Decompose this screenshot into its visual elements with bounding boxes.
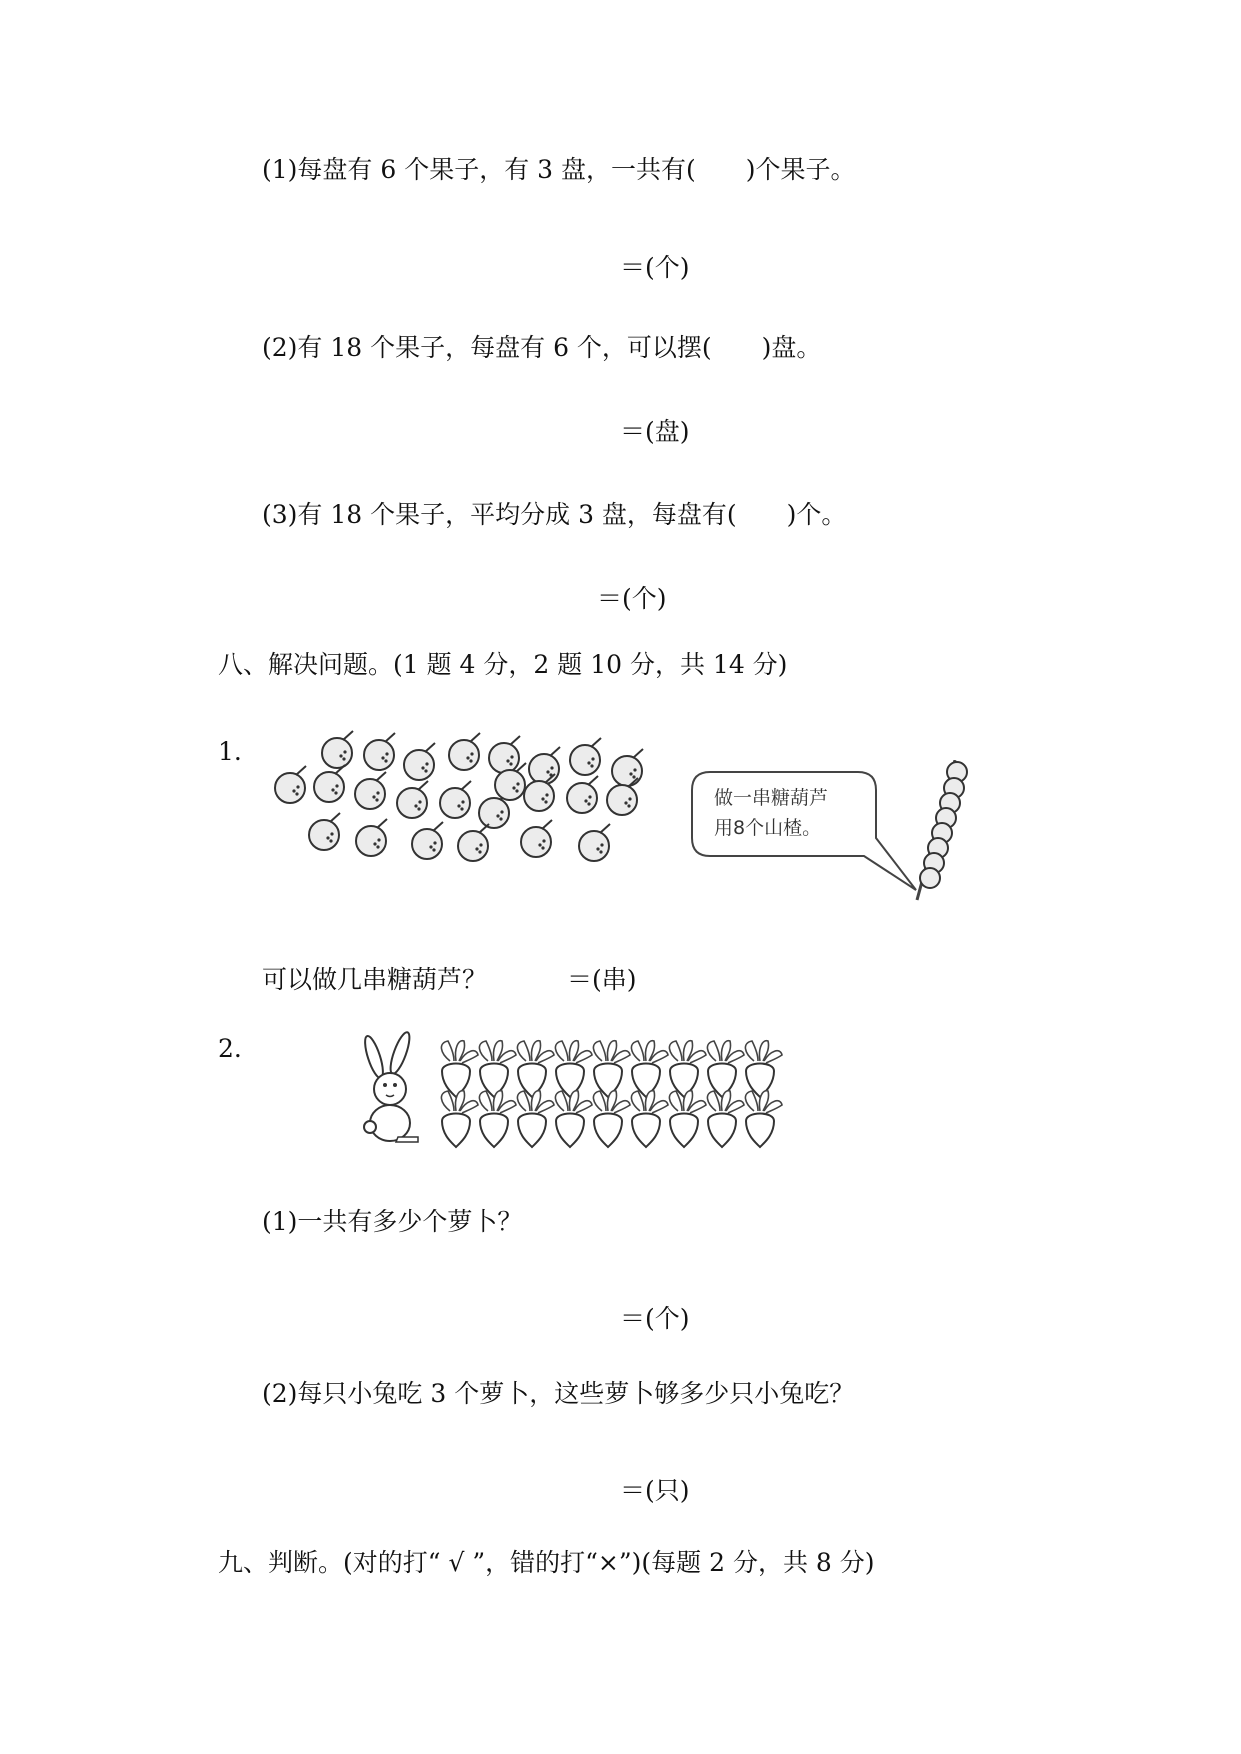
- answer-unit-7-2: ＝(盘): [620, 417, 690, 446]
- section-8-heading: 八、解决问题。(1 题 4 分，2 题 10 分，共 14 分): [218, 650, 788, 679]
- problem-2-number: 2.: [218, 1034, 242, 1063]
- problem-2-unit-1: ＝(个): [620, 1304, 690, 1333]
- problem-1-question: 可以做几串糖葫芦？: [262, 965, 488, 994]
- candied-haws-stick: [905, 760, 975, 910]
- rabbit-and-radishes-figure: [360, 1025, 840, 1150]
- problem-2-unit-2: ＝(只): [620, 1476, 690, 1505]
- problem-2-question-1: (1)一共有多少个萝卜？: [262, 1207, 523, 1236]
- hawthorn-fruits-figure: [272, 728, 672, 893]
- problem-2-question-2: (2)每只小兔吃 3 个萝卜，这些萝卜够多少只小兔吃？: [262, 1379, 855, 1408]
- answer-unit-7-1: ＝(个): [620, 253, 690, 282]
- problem-1-number: 1.: [218, 737, 242, 766]
- question-7-2: (2)有 18 个果子，每盘有 6 个，可以摆( )盘。: [262, 333, 822, 362]
- question-7-3: (3)有 18 个果子，平均分成 3 盘，每盘有( )个。: [262, 500, 847, 529]
- answer-unit-7-3: ＝(个): [597, 584, 667, 613]
- speech-bubble: [688, 770, 928, 900]
- bubble-line-1: 做一串糖葫芦: [714, 787, 829, 809]
- problem-1-unit: ＝(串): [567, 965, 637, 994]
- rabbit-icon: [361, 1030, 418, 1142]
- bubble-line-2: 用8个山楂。: [714, 817, 822, 839]
- section-9-heading: 九、判断。(对的打“ √ ”，错的打“×”)(每题 2 分，共 8 分): [218, 1548, 875, 1577]
- question-7-1: (1)每盘有 6 个果子，有 3 盘，一共有( )个果子。: [262, 155, 856, 184]
